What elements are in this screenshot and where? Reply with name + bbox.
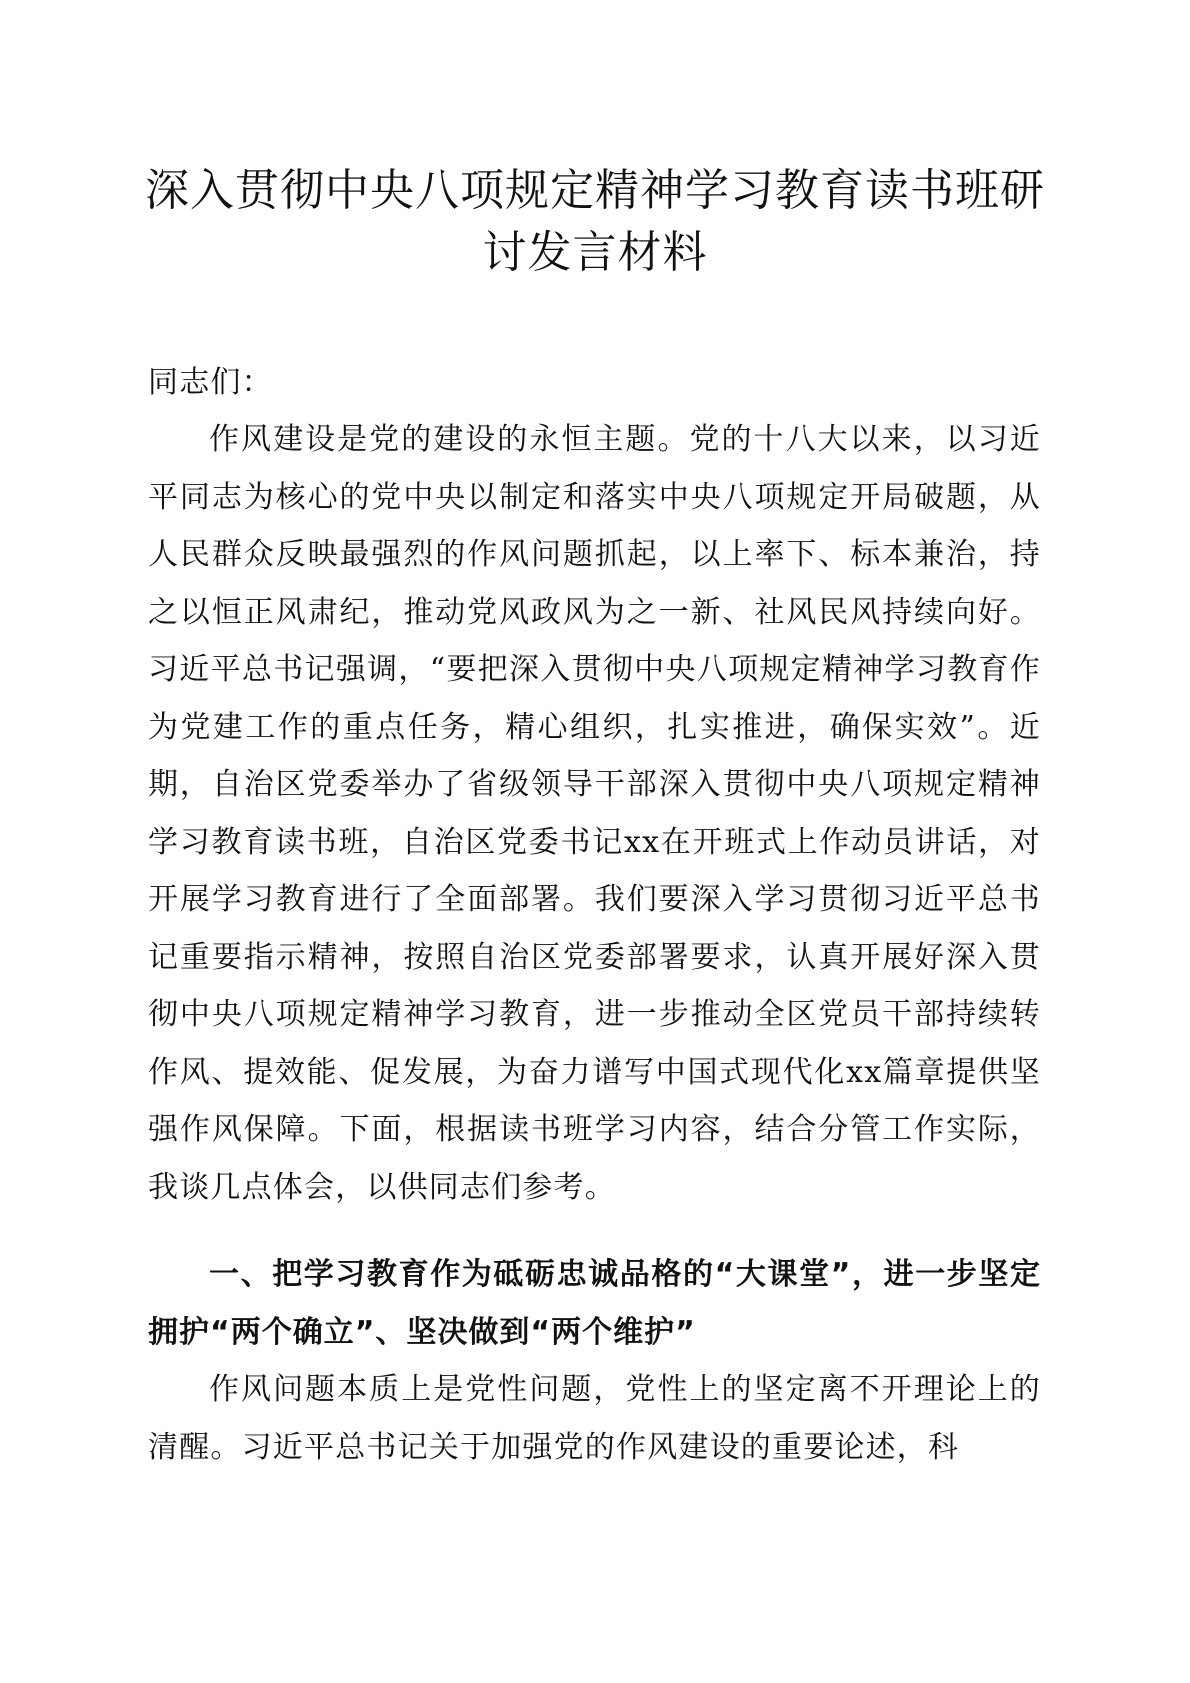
body-paragraph: 作风问题本质上是党性问题，党性上的坚定离不开理论上的清醒。习近平总书记关于加强党的作风建设的重要论述，科: [148, 1372, 1041, 1465]
document-title: 深入贯彻中央八项规定精神学习教育读书班研讨发言材料: [145, 165, 1045, 278]
section-heading: 一、把学习教育作为砥砺忠诚品格的“大课堂”，进一步坚定拥护“两个确立”、坚决做到“两个维护”: [148, 1257, 1041, 1350]
salutation: 同志们：: [148, 365, 273, 400]
body-paragraph: 作风建设是党的建设的永恒主题。党的十八大以来，以习近平同志为核心的党中央以制定和落实中央八项规定开局破题，从人民群众反映最强烈的作风问题抓起，以上率下、标本兼治，持之以恒正风肃纪，推动党风政风为之一新、社风民风持续向好。习近平总书记强调，“要把深入贯彻中央八项规定精神学习教育作为党建工作的重点任务，精心组织，扎实推进，确保实效”。近期，自治区党委举办了省级领导干部深入贯彻中央八项规定精神学习教育读书班，自治区党委书记xx在开班式上作动员讲话，对开展学习教育进行了全面部署。我们要深入学习贯彻习近平总书记重要指示精神，按照自治区党委部署要求，认真开展好深入贯彻中央八项规定精神学习教育，进一步推动全区党员干部持续转作风、提效能、促发展，为奋力谱写中国式现代化xx篇章提供坚强作风保障。下面，根据读书班学习内容，结合分管工作实际，我谈几点体会，以供同志们参考。: [148, 422, 1041, 1205]
